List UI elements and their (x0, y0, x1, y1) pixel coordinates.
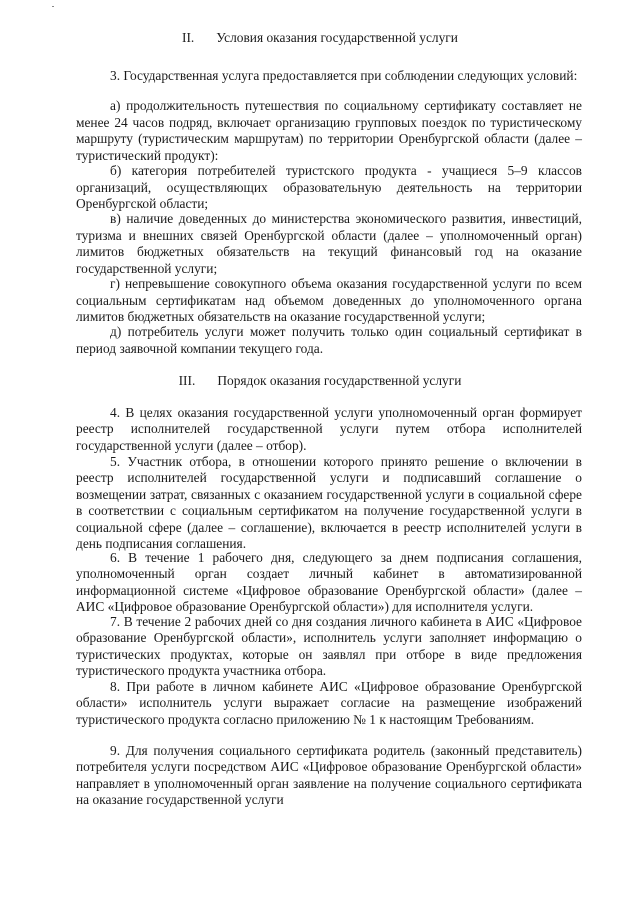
paragraph-4: 4. В целях оказания государственной услуги уполномоченный орган формирует реестр исполнителей государственной услуги путем отбора исполнителей государственной услуги (далее – отбор). (76, 405, 582, 453)
paragraph-3g: г) непревышение совокупного объема оказания государственной услуги по всем социальным сертификатам над объемом доведенных до уполномоченного органа лимитов бюджетных обязательств на оказание государственной услуги; (76, 276, 582, 325)
paragraph-3: 3. Государственная услуга предоставляется при соблюдении следующих условий: (110, 68, 578, 83)
paragraph-6: 6. В течение 1 рабочего дня, следующего за днем подписания соглашения, уполномоченный орган создает личный кабинет в автоматизированной информационной системе «Цифровое образование Оренбургской области» (далее – АИС «Цифровое образование Оренбургской области») для исполнителя услуги. (76, 550, 582, 615)
section-3-number: III. (178, 373, 196, 388)
section-3-heading (0, 373, 640, 389)
section-3-title: Порядок оказания государственной услуги (217, 373, 462, 388)
paragraph-3d: д) потребитель услуги может получить только один социальный сертификат в период заявочной компании текущего года. (76, 324, 582, 356)
scan-mark (52, 6, 54, 7)
paragraph-3b: б) категория потребителей туристского продукта - учащиеся 5–9 классов организаций, осуществляющих образовательную деятельность на территории Оренбургской области; (76, 163, 582, 212)
paragraph-9: 9. Для получения социального сертификата родитель (законный представитель) потребителя услуги посредством АИС «Цифровое образование Оренбургской области» направляет в уполномоченный орган заявление на получение социального сертификата на оказание государственной услуги (76, 743, 582, 808)
paragraph-5: 5. Участник отбора, в отношении которого принято решение о включении в реестр исполнителей государственной услуги и подписавший соглашение о возмещении затрат, связанных с оказанием государственной услуги в социальной сфере в соответствии с социальным сертификатом на получение государственной услуги в социальной сфере (далее – соглашение), включается в реестр исполнителей услуги в день подписания соглашения. (76, 454, 582, 552)
section-2-title: Условия оказания государственной услуги (216, 30, 458, 45)
paragraph-7: 7. В течение 2 рабочих дней со дня создания личного кабинета в АИС «Цифровое образование Оренбургской области», исполнитель услуги заполняет информацию о туристических продуктах, которые он заявлял при отборе в виде предложения туристического продукта участника отбора. (76, 614, 582, 679)
paragraph-3v: в) наличие доведенных до министерства экономического развития, инвестиций, туризма и внешних связей Оренбургской области (далее – уполномоченный орган) лимитов бюджетных обязательств на текущий финансовый год на оказание государственной услуги; (76, 211, 582, 277)
section-2-number: II. (182, 30, 195, 45)
section-2-heading (0, 30, 640, 46)
paragraph-3a: а) продолжительность путешествия по социальному сертификату составляет не менее 24 часов подряд, включает организацию групповых поездок по туристическому маршруту (туристическим маршрутам) по территории Оренбургской области (далее – туристический продукт): (76, 98, 582, 164)
paragraph-8: 8. При работе в личном кабинете АИС «Цифровое образование Оренбургской области» исполнитель услуги выражает согласие на размещение изображений туристического продукта согласно приложению № 1 к настоящим Требованиям. (76, 679, 582, 727)
